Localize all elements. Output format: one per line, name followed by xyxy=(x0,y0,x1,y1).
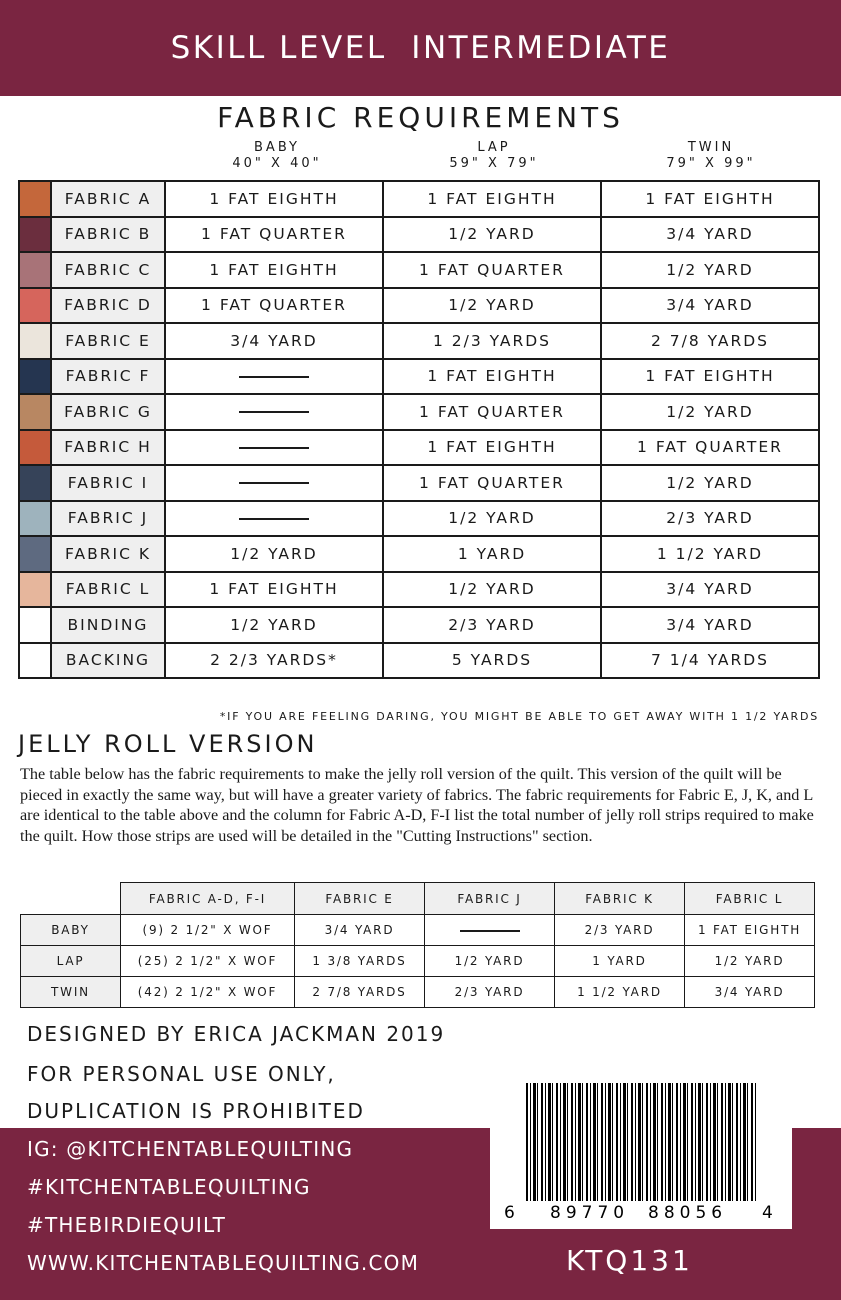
fabric-label: FABRIC H xyxy=(51,430,165,466)
amount-baby: 1 FAT QUARTER xyxy=(165,217,383,253)
amount-twin: 3/4 YARD xyxy=(601,217,819,253)
fabric-label: FABRIC A xyxy=(51,181,165,217)
fabric-swatch xyxy=(19,465,51,501)
jelly-header-row xyxy=(21,883,815,915)
amount-baby xyxy=(165,394,383,430)
jelly-row-label: BABY xyxy=(21,915,121,946)
jelly-cell: 3/4 YARD xyxy=(295,915,425,946)
jelly-cell: 2 7/8 YARDS xyxy=(295,977,425,1008)
fabric-swatch xyxy=(19,288,51,324)
amount-lap: 1 FAT QUARTER xyxy=(383,252,601,288)
fabric-label: FABRIC L xyxy=(51,572,165,608)
instagram-handle: IG: @KITCHENTABLEQUILTING xyxy=(27,1137,354,1161)
fabric-swatch xyxy=(19,181,51,217)
amount-baby: 2 2/3 YARDS* xyxy=(165,643,383,679)
fabric-row xyxy=(19,465,819,501)
jelly-cell: (9) 2 1/2" X WOF xyxy=(121,915,295,946)
fabric-swatch xyxy=(19,536,51,572)
amount-baby: 1 FAT EIGHTH xyxy=(165,181,383,217)
amount-lap: 1/2 YARD xyxy=(383,501,601,537)
amount-twin: 2 7/8 YARDS xyxy=(601,323,819,359)
size-header-lap xyxy=(386,140,602,172)
jelly-column-header: FABRIC K xyxy=(555,883,685,915)
amount-baby xyxy=(165,359,383,395)
fabric-row xyxy=(19,217,819,253)
fabric-label: FABRIC I xyxy=(51,465,165,501)
jelly-row xyxy=(21,946,815,977)
jelly-roll-description: The table below has the fabric requirements to make the jelly roll version of the quilt. This version of the quilt will be pieced in exactly the same way, but will have a greater variety of fabrics. The fabric requirements for Fabric E, J, K, and L are identical to the table above and the column for Fabric A-D, F-I list the total number of jelly roll strips required to make the quilt. How those strips are used will be detailed in the "Cutting Instructions" section. xyxy=(20,765,814,845)
size-name: BABY xyxy=(254,140,300,155)
amount-twin: 1/2 YARD xyxy=(601,252,819,288)
fabric-swatch xyxy=(19,394,51,430)
amount-lap: 5 YARDS xyxy=(383,643,601,679)
barcode-bars-icon xyxy=(526,1083,756,1201)
amount-twin: 1/2 YARD xyxy=(601,465,819,501)
jelly-cell: 3/4 YARD xyxy=(685,977,815,1008)
size-dims: 79" X 99" xyxy=(666,156,756,171)
amount-twin: 3/4 YARD xyxy=(601,572,819,608)
fabric-swatch xyxy=(19,430,51,466)
size-dims: 59" X 79" xyxy=(449,156,539,171)
jelly-cell: 1 FAT EIGHTH xyxy=(685,915,815,946)
hashtag-kitchentablequilting: #KITCHENTABLEQUILTING xyxy=(27,1175,311,1199)
fabric-swatch xyxy=(19,252,51,288)
jelly-cell: 1/2 YARD xyxy=(685,946,815,977)
amount-twin: 1 1/2 YARD xyxy=(601,536,819,572)
barcode-digit-group: 6 xyxy=(504,1203,515,1223)
size-name: TWIN xyxy=(687,140,735,155)
amount-baby: 1 FAT EIGHTH xyxy=(165,252,383,288)
skill-level-banner xyxy=(0,0,841,96)
fabric-label: FABRIC B xyxy=(51,217,165,253)
barcode-digit-group: 4 xyxy=(762,1203,773,1223)
not-needed-dash xyxy=(239,411,309,413)
amount-lap: 1/2 YARD xyxy=(383,572,601,608)
designer-credit: DESIGNED BY ERICA JACKMAN 2019 xyxy=(27,1022,446,1046)
size-header-twin xyxy=(602,140,820,172)
fabric-row xyxy=(19,501,819,537)
jelly-cell: 1/2 YARD xyxy=(425,946,555,977)
jelly-column-header: FABRIC E xyxy=(295,883,425,915)
amount-lap: 2/3 YARD xyxy=(383,607,601,643)
fabric-row xyxy=(19,572,819,608)
fabric-swatch xyxy=(19,607,51,643)
size-name: LAP xyxy=(477,140,511,155)
backing-footnote: *IF YOU ARE FEELING DARING, YOU MIGHT BE ABLE TO GET AWAY WITH 1 1/2 YARDS xyxy=(219,710,819,723)
amount-baby: 1/2 YARD xyxy=(165,536,383,572)
fabric-row xyxy=(19,323,819,359)
jelly-cell xyxy=(425,915,555,946)
personal-use-notice: FOR PERSONAL USE ONLY, xyxy=(27,1062,336,1086)
jelly-row-label: LAP xyxy=(21,946,121,977)
fabric-label: BACKING xyxy=(51,643,165,679)
jelly-cell: (42) 2 1/2" X WOF xyxy=(121,977,295,1008)
fabric-swatch xyxy=(19,643,51,679)
not-needed-dash xyxy=(239,482,309,484)
jelly-roll-title: JELLY ROLL VERSION xyxy=(18,730,318,758)
fabric-label: FABRIC K xyxy=(51,536,165,572)
skill-level-text: SKILL LEVEL INTERMEDIATE xyxy=(170,30,671,66)
amount-baby: 3/4 YARD xyxy=(165,323,383,359)
amount-baby: 1 FAT EIGHTH xyxy=(165,572,383,608)
jelly-column-header: FABRIC A-D, F-I xyxy=(121,883,295,915)
duplication-notice: DUPLICATION IS PROHIBITED xyxy=(27,1099,365,1123)
fabric-swatch xyxy=(19,217,51,253)
fabric-swatch xyxy=(19,323,51,359)
fabric-row xyxy=(19,288,819,324)
jelly-cell: 1 1/2 YARD xyxy=(555,977,685,1008)
hashtag-thebirdiequilt: #THEBIRDIEQUILT xyxy=(27,1213,226,1237)
fabric-label: FABRIC C xyxy=(51,252,165,288)
website-url: WWW.KITCHENTABLEQUILTING.COM xyxy=(27,1251,420,1275)
amount-lap: 1 FAT EIGHTH xyxy=(383,430,601,466)
fabric-row xyxy=(19,430,819,466)
fabric-swatch xyxy=(19,501,51,537)
amount-twin: 2/3 YARD xyxy=(601,501,819,537)
fabric-row xyxy=(19,536,819,572)
not-needed-dash xyxy=(239,518,309,520)
jelly-row-label: TWIN xyxy=(21,977,121,1008)
amount-twin: 3/4 YARD xyxy=(601,288,819,324)
fabric-row xyxy=(19,359,819,395)
jelly-roll-table xyxy=(20,882,815,1008)
jelly-cell: 1 YARD xyxy=(555,946,685,977)
product-code: KTQ131 xyxy=(566,1244,693,1277)
size-header-baby xyxy=(168,140,386,172)
amount-lap: 1/2 YARD xyxy=(383,217,601,253)
jelly-row xyxy=(21,977,815,1008)
fabric-swatch xyxy=(19,572,51,608)
amount-baby xyxy=(165,430,383,466)
fabric-label: FABRIC F xyxy=(51,359,165,395)
barcode-digits xyxy=(490,1201,792,1227)
fabric-label: FABRIC G xyxy=(51,394,165,430)
fabric-label: FABRIC E xyxy=(51,323,165,359)
fabric-swatch xyxy=(19,359,51,395)
jelly-row xyxy=(21,915,815,946)
amount-twin: 1 FAT EIGHTH xyxy=(601,359,819,395)
amount-baby xyxy=(165,465,383,501)
jelly-column-header: FABRIC J xyxy=(425,883,555,915)
amount-twin: 3/4 YARD xyxy=(601,607,819,643)
jelly-cell: (25) 2 1/2" X WOF xyxy=(121,946,295,977)
fabric-row xyxy=(19,252,819,288)
amount-lap: 1 FAT QUARTER xyxy=(383,394,601,430)
not-needed-dash xyxy=(460,930,520,932)
amount-twin: 1 FAT QUARTER xyxy=(601,430,819,466)
fabric-requirements-table xyxy=(18,180,820,679)
size-dims: 40" X 40" xyxy=(232,156,322,171)
jelly-cell: 2/3 YARD xyxy=(425,977,555,1008)
not-needed-dash xyxy=(239,376,309,378)
jelly-cell: 2/3 YARD xyxy=(555,915,685,946)
empty-corner xyxy=(21,883,121,915)
amount-twin: 1 FAT EIGHTH xyxy=(601,181,819,217)
fabric-label: FABRIC D xyxy=(51,288,165,324)
amount-baby: 1/2 YARD xyxy=(165,607,383,643)
barcode-digit-group: 89770 xyxy=(550,1203,630,1223)
barcode-digit-group: 88056 xyxy=(648,1203,728,1223)
fabric-row xyxy=(19,394,819,430)
amount-lap: 1 FAT QUARTER xyxy=(383,465,601,501)
fabric-row xyxy=(19,181,819,217)
barcode xyxy=(490,1075,792,1229)
amount-lap: 1 2/3 YARDS xyxy=(383,323,601,359)
amount-twin: 1/2 YARD xyxy=(601,394,819,430)
amount-twin: 7 1/4 YARDS xyxy=(601,643,819,679)
amount-baby: 1 FAT QUARTER xyxy=(165,288,383,324)
jelly-cell: 1 3/8 YARDS xyxy=(295,946,425,977)
fabric-row xyxy=(19,643,819,679)
amount-lap: 1 FAT EIGHTH xyxy=(383,359,601,395)
fabric-label: FABRIC J xyxy=(51,501,165,537)
amount-baby xyxy=(165,501,383,537)
fabric-label: BINDING xyxy=(51,607,165,643)
amount-lap: 1 YARD xyxy=(383,536,601,572)
fabric-requirements-title: FABRIC REQUIREMENTS xyxy=(217,101,624,134)
jelly-column-header: FABRIC L xyxy=(685,883,815,915)
fabric-row xyxy=(19,607,819,643)
amount-lap: 1/2 YARD xyxy=(383,288,601,324)
not-needed-dash xyxy=(239,447,309,449)
amount-lap: 1 FAT EIGHTH xyxy=(383,181,601,217)
